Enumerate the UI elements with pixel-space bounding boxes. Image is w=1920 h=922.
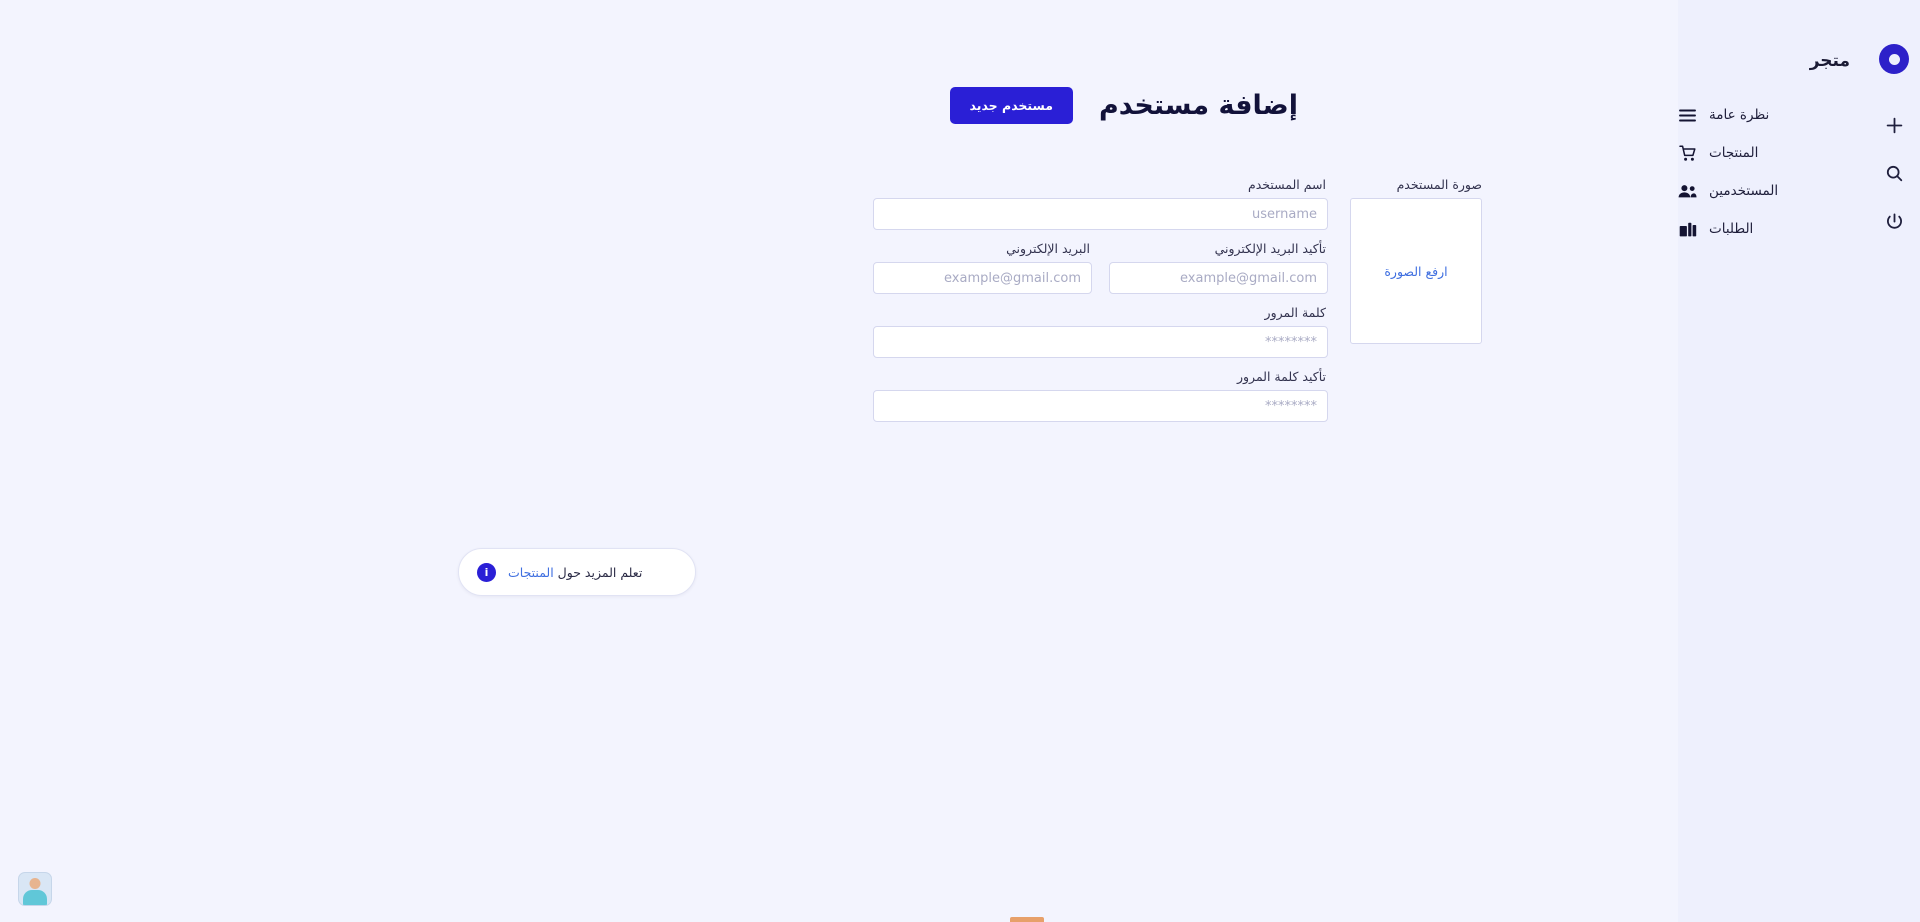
learn-more-pill[interactable] <box>458 548 696 596</box>
users-icon <box>1678 182 1697 201</box>
email-row <box>873 241 1328 294</box>
password-group <box>873 305 1328 358</box>
confirm-email-label: تأكيد البريد الإلكتروني <box>1214 241 1326 257</box>
new-user-button[interactable]: مستخدم جديد <box>950 87 1073 124</box>
username-group <box>873 177 1328 230</box>
confirm-password-label: تأكيد كلمة المرور <box>1236 369 1326 385</box>
avatar-uploader <box>1350 177 1482 422</box>
username-input[interactable] <box>873 198 1328 230</box>
confirm-password-input[interactable] <box>873 390 1328 422</box>
sidebar <box>1678 0 1868 922</box>
learn-more-prefix: تعلم المزيد حول <box>553 564 643 580</box>
email-group <box>873 241 1092 294</box>
cart-icon <box>1678 144 1697 163</box>
learn-more-text <box>508 565 642 580</box>
sidebar-nav <box>1678 104 1868 240</box>
sidebar-item-overview-label: نظرة عامة <box>1709 107 1770 123</box>
sidebar-item-orders[interactable] <box>1678 218 1864 240</box>
app-logo-inner <box>1889 54 1900 65</box>
avatar-head <box>30 878 41 889</box>
power-icon[interactable] <box>1881 208 1907 234</box>
email-label: البريد الإلكتروني <box>1006 241 1090 257</box>
confirm-email-group <box>1109 241 1328 294</box>
products-link[interactable]: المنتجات <box>508 564 554 580</box>
avatar-dropzone[interactable] <box>1350 198 1482 344</box>
confirm-password-group <box>873 369 1328 422</box>
email-input[interactable] <box>873 262 1092 294</box>
icon-rail <box>1868 0 1920 922</box>
confirm-email-input[interactable] <box>1109 262 1328 294</box>
app-logo[interactable] <box>1879 44 1909 74</box>
orders-icon <box>1678 220 1697 239</box>
menu-icon <box>1678 106 1697 125</box>
bottom-edge-indicator <box>1010 917 1044 922</box>
page-title: إضافة مستخدم <box>1099 90 1298 122</box>
form-fields <box>873 177 1328 422</box>
add-icon[interactable] <box>1881 112 1907 138</box>
brand <box>1678 44 1868 78</box>
brand-title: متجر <box>1809 51 1850 71</box>
avatar-body <box>23 890 47 905</box>
sidebar-item-products-label: المنتجات <box>1709 145 1759 161</box>
password-label: كلمة المرور <box>1264 305 1326 321</box>
add-user-form <box>232 177 1482 422</box>
sidebar-item-overview[interactable] <box>1678 104 1864 126</box>
sidebar-item-products[interactable] <box>1678 142 1864 164</box>
page-header <box>0 0 1298 139</box>
username-label: اسم المستخدم <box>1247 177 1326 193</box>
assistant-avatar[interactable] <box>18 872 52 906</box>
sidebar-item-users[interactable] <box>1678 180 1864 202</box>
info-icon: i <box>477 563 496 582</box>
sidebar-item-orders-label: الطلبات <box>1709 221 1754 237</box>
avatar-label: صورة المستخدم <box>1396 177 1482 193</box>
upload-image-link[interactable]: ارفع الصورة <box>1384 263 1448 279</box>
search-icon[interactable] <box>1881 160 1907 186</box>
sidebar-item-users-label: المستخدمين <box>1709 183 1779 199</box>
password-input[interactable] <box>873 326 1328 358</box>
